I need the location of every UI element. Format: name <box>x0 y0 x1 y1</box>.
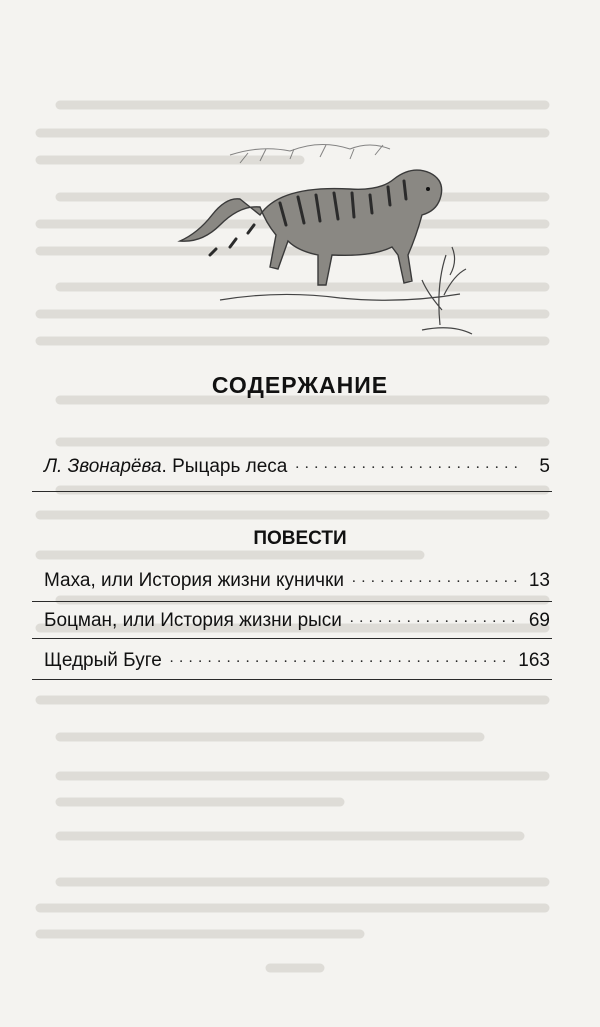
divider-line <box>32 491 552 492</box>
tiger-body <box>180 170 442 285</box>
divider-line <box>32 679 552 680</box>
toc-leader-dots <box>170 650 511 667</box>
toc-entry-author: Л. Звонарёва <box>44 456 162 477</box>
section-title-stories: ПОВЕСТИ <box>253 528 347 549</box>
contents-heading: СОДЕРЖАНИЕ <box>211 372 389 398</box>
toc-entry-separator: . <box>161 456 173 477</box>
toc-entry-title: Маха, или История жизни кунички <box>44 570 344 591</box>
tiger-illustration <box>160 125 480 345</box>
toc-entry-story[interactable] <box>44 606 550 632</box>
toc-entry-title <box>44 456 287 478</box>
toc-leader-dots <box>350 610 520 627</box>
toc-page-number: 69 <box>528 610 550 631</box>
divider-line <box>32 638 552 639</box>
toc-entry-intro[interactable] <box>44 452 550 478</box>
toc-entry-story[interactable] <box>44 646 550 672</box>
toc-page-number: 163 <box>518 650 550 671</box>
toc-leader-dots <box>295 456 520 473</box>
toc-entry-title-text: Рыцарь леса <box>172 456 288 477</box>
toc-entry-story[interactable] <box>44 566 550 592</box>
toc-entry-title: Щедрый Буге <box>44 650 162 671</box>
toc-page-number: 5 <box>539 456 550 477</box>
toc-page-number: 13 <box>528 570 550 591</box>
toc-entry-title: Боцман, или История жизни рыси <box>44 610 342 631</box>
divider-line <box>32 601 552 602</box>
toc-leader-dots <box>352 570 520 587</box>
